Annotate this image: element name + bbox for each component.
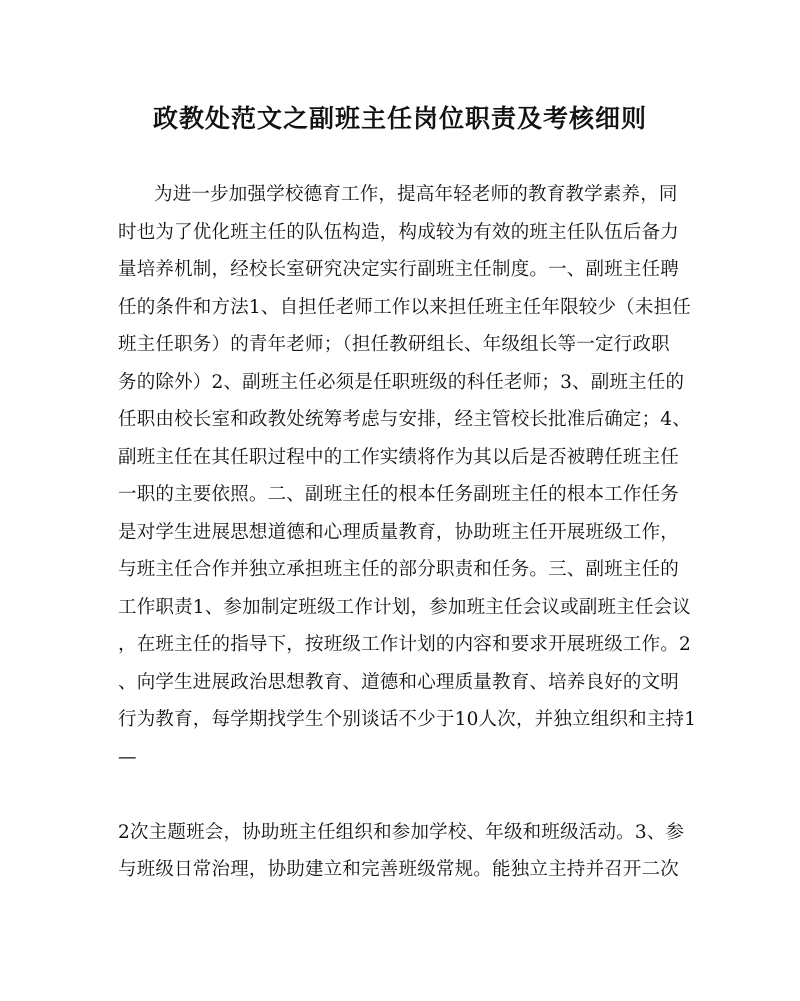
document-body (118, 176, 697, 889)
body-line: 为进一步加强学校德育工作，提高年轻老师的教育教学素养，同 (154, 184, 678, 205)
blank-line (118, 776, 688, 814)
body-line: 务的除外）2、副班主任必须是任职班级的科任老师；3、副班主任的 (118, 371, 685, 393)
body-line: ，在班主任的指导下，按班级工作计划的内容和要求开展班级工作。2 (118, 634, 691, 655)
body-line: 时也为了优化班主任的队伍构造，构成较为有效的班主任队伍后备力 (118, 221, 680, 243)
body-line: 班主任职务）的青年老师；（担任教研组长、年级组长等一定行政职 (118, 334, 670, 355)
body-line: 是对学生进展思想道德和心理质量教育，协助班主任开展班级工作， (118, 521, 680, 543)
body-line: 与班主任合作并独立承担班主任的部分职责和任务。三、副班主任的 (118, 559, 680, 580)
document-title: 政教处范文之副班主任岗位职责及考核细则 (152, 104, 647, 133)
body-line: 行为教育，每学期找学生个别谈话不少于10人次，并独立组织和主持1 (118, 709, 697, 730)
body-line: 、向学生进展政治思想教育、道德和心理质量教育、培养良好的文明 (118, 671, 680, 693)
body-line: 工作职责1、参加制定班级工作计划，参加班主任会议或副班主任会议 (118, 596, 691, 618)
body-line: 与班级日常治理，协助建立和完善班级常规。能独立主持并召开二次 (118, 859, 680, 880)
body-line: 任职由校长室和政教处统筹考虑与安排，经主管校长批准后确定；4、 (118, 409, 691, 430)
body-line: 一职的主要依照。二、副班主任的根本任务副班主任的根本工作任务 (118, 484, 680, 505)
body-line: — (118, 746, 137, 768)
body-line: 量培养机制，经校长室研究决定实行副班主任制度。一、副班主任聘 (118, 259, 680, 280)
body-line: 任的条件和方法1、自担任老师工作以来担任班主任年限较少（未担任 (118, 296, 691, 318)
body-line: 2次主题班会，协助班主任组织和参加学校、年级和班级活动。3、参 (118, 821, 685, 843)
body-line: 副班主任在其任职过程中的工作实绩将作为其以后是否被聘任班主任 (118, 446, 680, 468)
